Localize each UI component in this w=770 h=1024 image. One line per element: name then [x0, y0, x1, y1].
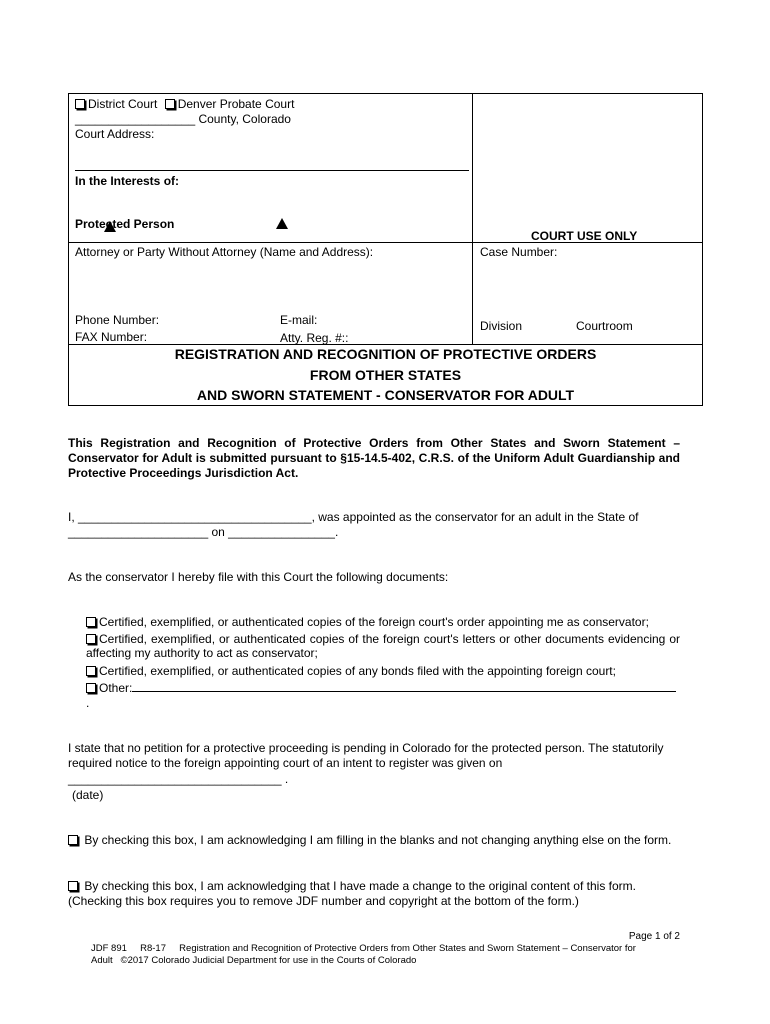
- document-item-text: Certified, exemplified, or authenticated copies of any bonds filed with the appointing foreign court;: [99, 664, 616, 678]
- triangle-marker-icon: [276, 218, 288, 229]
- email-label: E-mail:: [280, 313, 318, 327]
- form-title-line-3: AND SWORN STATEMENT - CONSERVATOR FOR ADULT: [196, 387, 575, 403]
- court-selection: [75, 97, 294, 111]
- footer-line-2: Adult ©2017 Colorado Judicial Department for use in the Courts of Colorado: [91, 955, 417, 966]
- document-item-2: [86, 632, 680, 660]
- footer-line-1: JDF 891 R8-17 Registration and Recognition of Protective Orders from Other States and Sworn Statement – Conservator for: [91, 943, 636, 954]
- interests-of-label: In the Interests of:: [75, 174, 180, 188]
- document-item-3: [86, 664, 680, 678]
- acknowledgement-1: [68, 833, 680, 848]
- fax-label: FAX Number:: [75, 330, 148, 344]
- acknowledgement-checkbox[interactable]: [68, 835, 78, 845]
- case-number-label: Case Number:: [480, 245, 558, 259]
- other-input-line[interactable]: [132, 680, 676, 692]
- document-item-text: Certified, exemplified, or authenticated copies of the foreign court's order appointing me as conservator;: [99, 615, 649, 629]
- statement-date-blank[interactable]: ________________________________ .: [68, 772, 289, 786]
- attorney-label: Attorney or Party Without Attorney (Name and Address):: [75, 245, 374, 259]
- page-number: Page 1 of 2: [628, 931, 680, 942]
- form-title-line-2: FROM OTHER STATES: [309, 367, 462, 383]
- courtroom-label: Courtroom: [576, 319, 633, 333]
- division-label: Division: [480, 319, 523, 333]
- caption-row-divider-2: [68, 344, 703, 345]
- acknowledgement-text: By checking this box, I am acknowledging that I have made a change to the original content of this form. (Checking this box requires you to remove JDF number and copyright at the bottom of the form.): [68, 879, 636, 908]
- court-address-label: Court Address:: [75, 127, 155, 141]
- other-period: .: [86, 696, 90, 710]
- statement-text: I state that no petition for a protective proceeding is pending in Colorado for the protected person. The statutorily required notice to the foreign appointing court of an intent to register was given on: [68, 741, 664, 770]
- acknowledgement-2: [68, 879, 680, 909]
- appointment-line-1[interactable]: I, ___________________________________, was appointed as the conservator for an adult in the State of: [68, 510, 639, 524]
- documents-intro: As the conservator I hereby file with this Court the following documents:: [68, 570, 449, 584]
- statement-date-label: (date): [72, 788, 104, 802]
- court-address-line[interactable]: [75, 170, 469, 171]
- document-item-other: [86, 680, 680, 695]
- document-checkbox[interactable]: [86, 634, 96, 644]
- document-checkbox[interactable]: [86, 666, 96, 676]
- county-line[interactable]: __________________ County, Colorado: [75, 112, 291, 126]
- form-title-line-1: REGISTRATION AND RECOGNITION OF PROTECTIVE ORDERS: [174, 346, 597, 362]
- court-use-only: COURT USE ONLY: [531, 229, 638, 243]
- atty-reg-label: Atty. Reg. #::: [280, 331, 349, 345]
- other-checkbox[interactable]: [86, 683, 96, 693]
- phone-label: Phone Number:: [75, 313, 160, 327]
- document-checkbox[interactable]: [86, 617, 96, 627]
- denver-probate-label: Denver Probate Court: [177, 97, 295, 111]
- district-court-label: District Court: [88, 97, 158, 111]
- document-item-1: [86, 615, 680, 629]
- denver-probate-checkbox[interactable]: [165, 99, 175, 109]
- triangle-marker-icon: [104, 221, 116, 232]
- intro-paragraph: This Registration and Recognition of Protective Orders from Other States and Sworn Statement – Conservator for Adult is submitted pursuant to §15-14.5-402, C.R.S. of the Uniform Adult Guardianship and Protective Proceedings Jurisdiction Act.: [68, 436, 680, 480]
- acknowledgement-checkbox[interactable]: [68, 881, 78, 891]
- acknowledgement-text: By checking this box, I am acknowledging I am filling in the blanks and not changing anything else on the form.: [84, 833, 672, 847]
- protected-person-label: Protected Person: [75, 217, 175, 231]
- caption-vertical-divider: [472, 93, 473, 345]
- district-court-checkbox[interactable]: [75, 99, 85, 109]
- other-label: Other:: [99, 681, 133, 695]
- appointment-line-2[interactable]: _____________________ on ________________.: [68, 525, 339, 539]
- document-item-text: Certified, exemplified, or authenticated copies of the foreign court's letters or other documents evidencing or affecting my authority to act as conservator;: [86, 632, 680, 660]
